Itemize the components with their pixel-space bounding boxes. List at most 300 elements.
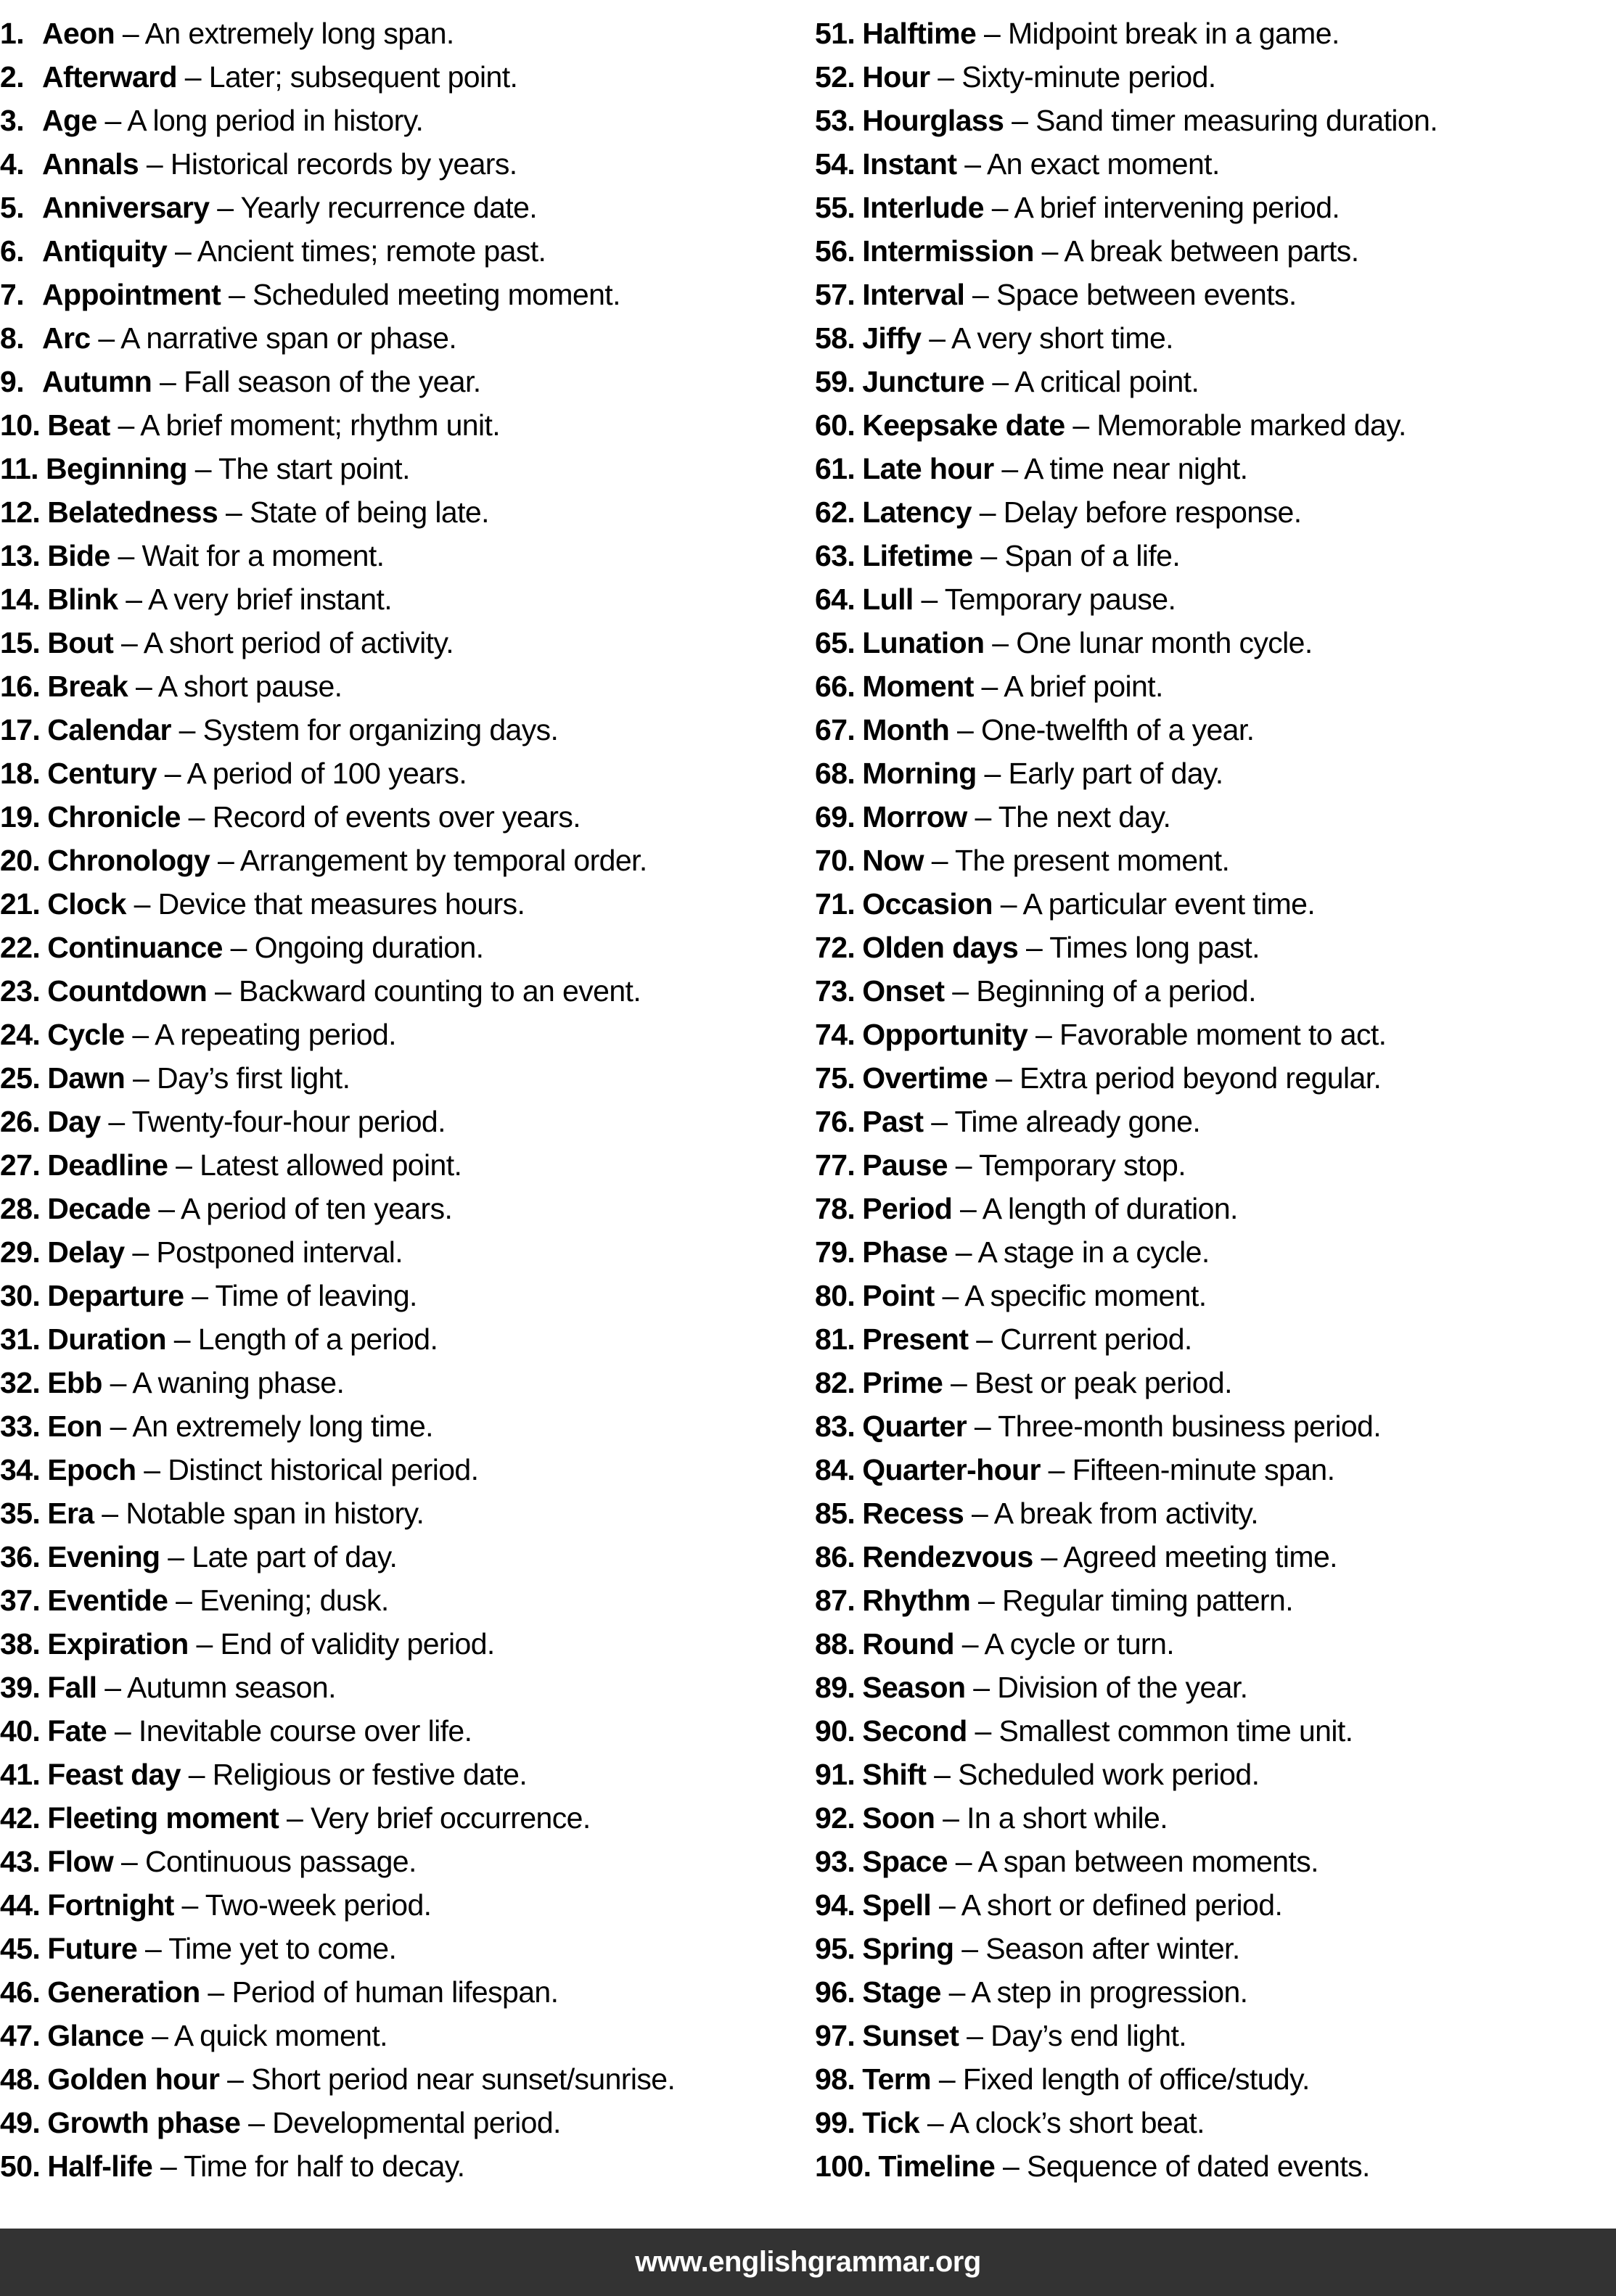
item-definition: Sand timer measuring duration. <box>1035 104 1438 137</box>
item-text <box>47 490 489 534</box>
item-text <box>47 2101 561 2144</box>
item-separator: – <box>976 17 1008 50</box>
item-term: Annals <box>42 147 139 181</box>
item-number: 50. <box>0 2149 41 2183</box>
item-separator: – <box>1028 1018 1059 1051</box>
item-term: Rendezvous <box>862 1540 1033 1573</box>
item-text <box>862 1840 1318 1883</box>
item-definition: A very brief instant. <box>147 583 393 616</box>
item-definition: Record of events over years. <box>212 800 581 834</box>
item-separator: – <box>144 2019 174 2052</box>
item-number: 99. <box>815 2106 856 2139</box>
item-text <box>862 1274 1206 1317</box>
item-separator: – <box>94 1497 126 1530</box>
list-item <box>815 926 1616 969</box>
item-term: Evening <box>47 1540 160 1573</box>
item-term: Occasion <box>862 887 993 921</box>
item-separator: – <box>124 1235 157 1269</box>
item-separator: – <box>952 1192 983 1225</box>
list-item <box>0 1753 815 1796</box>
list-item <box>815 2144 1616 2188</box>
item-definition: Religious or festive date. <box>212 1758 528 1791</box>
item-separator: – <box>954 1627 985 1661</box>
list-item <box>815 1491 1616 1535</box>
item-separator: – <box>919 2106 950 2139</box>
item-definition: An exact moment. <box>986 147 1220 181</box>
item-definition: A quick moment. <box>173 2019 387 2052</box>
item-number: 92. <box>815 1801 856 1835</box>
item-number: 75. <box>815 1061 856 1095</box>
list-item <box>815 795 1616 839</box>
list-item <box>0 1404 815 1448</box>
item-term: Beginning <box>45 452 187 485</box>
item-text <box>862 1883 1282 1927</box>
item-number: 45. <box>0 1932 41 1965</box>
item-definition: Span of a life. <box>1004 539 1181 572</box>
item-separator: – <box>967 1714 999 1748</box>
item-term: Phase <box>862 1235 948 1269</box>
item-separator: – <box>97 1671 127 1704</box>
item-separator: – <box>184 1279 216 1312</box>
item-text <box>47 621 454 664</box>
item-text <box>862 1753 1259 1796</box>
list-item <box>0 1013 815 1056</box>
item-separator: – <box>171 713 203 746</box>
item-text <box>47 1883 431 1927</box>
item-text <box>862 882 1315 926</box>
item-number: 23. <box>0 974 41 1008</box>
item-separator: – <box>102 1410 133 1443</box>
item-number: 1. <box>0 17 24 50</box>
item-text <box>47 1796 590 1840</box>
item-term: Appointment <box>42 278 221 311</box>
item-term: Morning <box>862 757 977 790</box>
item-term: Quarter <box>862 1410 967 1443</box>
item-number: 98. <box>815 2062 856 2096</box>
item-number: 57. <box>815 278 856 311</box>
item-separator: – <box>168 1148 200 1182</box>
item-text <box>47 664 342 708</box>
item-separator: – <box>988 1061 1020 1095</box>
item-text <box>47 882 525 926</box>
list-item <box>0 273 815 316</box>
item-number: 80. <box>815 1279 856 1312</box>
item-definition: Later; subsequent point. <box>208 60 518 94</box>
list-item <box>0 1230 815 1274</box>
item-definition: Scheduled work period. <box>958 1758 1260 1791</box>
list-item <box>0 2101 815 2144</box>
item-term: Month <box>862 713 950 746</box>
item-definition: Period of human lifespan. <box>231 1975 559 2009</box>
item-definition: An extremely long span. <box>144 17 454 50</box>
item-separator: – <box>931 2062 963 2096</box>
item-number: 49. <box>0 2106 41 2139</box>
item-definition: Fixed length of office/study. <box>962 2062 1310 2096</box>
item-definition: Times long past. <box>1049 931 1260 964</box>
list-item <box>815 1883 1616 1927</box>
item-number: 89. <box>815 1671 856 1704</box>
item-number: 8. <box>0 321 24 355</box>
list-item <box>815 186 1616 229</box>
item-number: 93. <box>815 1845 856 1878</box>
list-item <box>815 1535 1616 1579</box>
item-separator: – <box>240 2106 273 2139</box>
list-item <box>0 99 815 142</box>
item-term: Timeline <box>878 2149 996 2183</box>
item-term: Deadline <box>47 1148 168 1182</box>
item-term: Space <box>862 1845 948 1878</box>
item-number: 62. <box>815 495 856 529</box>
item-number: 37. <box>0 1584 41 1617</box>
list-item <box>815 1840 1616 1883</box>
item-definition: Delay before response. <box>1003 495 1302 529</box>
list-item <box>0 926 815 969</box>
item-separator: – <box>913 583 945 616</box>
item-term: Juncture <box>862 365 985 398</box>
item-number: 41. <box>0 1758 41 1791</box>
item-definition: Autumn season. <box>126 1671 336 1704</box>
item-term: Century <box>47 757 157 790</box>
item-definition: Sixty-minute period. <box>961 60 1216 94</box>
item-separator: – <box>168 1584 200 1617</box>
item-term: Prime <box>862 1366 943 1399</box>
item-number: 70. <box>815 844 856 877</box>
item-number: 31. <box>0 1322 41 1356</box>
item-separator: – <box>160 1540 192 1573</box>
item-term: Interval <box>862 278 965 311</box>
list-item <box>815 1448 1616 1491</box>
item-definition: A period of 100 years. <box>186 757 467 790</box>
item-definition: End of validity period. <box>220 1627 495 1661</box>
item-separator: – <box>221 278 253 311</box>
item-separator: – <box>156 757 187 790</box>
item-separator: – <box>967 800 998 834</box>
item-definition: Agreed meeting time. <box>1063 1540 1337 1573</box>
item-number: 58. <box>815 321 856 355</box>
list-item <box>0 2014 815 2057</box>
list-item <box>815 403 1616 447</box>
item-number: 39. <box>0 1671 41 1704</box>
item-term: Epoch <box>47 1453 136 1486</box>
item-number: 28. <box>0 1192 41 1225</box>
item-term: Morrow <box>862 800 967 834</box>
list-item <box>815 1143 1616 1187</box>
item-definition: Yearly recurrence date. <box>240 191 538 224</box>
item-text <box>862 577 1176 621</box>
item-definition: Memorable marked day. <box>1096 408 1406 442</box>
item-term: Period <box>862 1192 953 1225</box>
item-text <box>47 1361 344 1404</box>
item-separator: – <box>976 757 1009 790</box>
item-term: Expiration <box>47 1627 189 1661</box>
item-separator: – <box>949 713 981 746</box>
item-number: 97. <box>815 2019 856 2052</box>
item-text <box>47 1753 527 1796</box>
item-definition: Developmental period. <box>272 2106 561 2139</box>
item-definition: Fall season of the year. <box>184 365 481 398</box>
item-separator: – <box>967 1410 998 1443</box>
item-number: 60. <box>815 408 856 442</box>
item-term: Golden hour <box>47 2062 220 2096</box>
list-item <box>815 839 1616 882</box>
item-definition: A clock’s short beat. <box>949 2106 1205 2139</box>
item-separator: – <box>1033 1540 1064 1573</box>
item-text <box>42 273 620 316</box>
item-term: Moment <box>862 670 974 703</box>
item-definition: Season after winter. <box>985 1932 1240 1965</box>
list-item <box>0 577 815 621</box>
list-item <box>815 142 1616 186</box>
item-text <box>862 1579 1293 1622</box>
item-separator: – <box>173 1888 205 1922</box>
item-number: 34. <box>0 1453 41 1486</box>
item-definition: Twenty-four-hour period. <box>131 1105 446 1138</box>
item-definition: Distinct historical period. <box>168 1453 479 1486</box>
item-text <box>47 1448 478 1491</box>
list-item <box>0 795 815 839</box>
item-term: Overtime <box>862 1061 988 1095</box>
item-number: 26. <box>0 1105 41 1138</box>
list-item <box>815 1361 1616 1404</box>
item-text <box>47 403 500 447</box>
item-term: Bide <box>47 539 110 572</box>
list-item <box>815 1187 1616 1230</box>
item-term: Fleeting moment <box>47 1801 279 1835</box>
item-definition: Two-week period. <box>205 1888 432 1922</box>
item-definition: Division of the year. <box>997 1671 1248 1704</box>
item-number: 40. <box>0 1714 41 1748</box>
item-term: Soon <box>862 1801 935 1835</box>
item-term: Chronicle <box>47 800 181 834</box>
item-term: Bout <box>47 626 114 659</box>
item-text <box>862 2057 1310 2101</box>
item-definition: Very brief occurrence. <box>311 1801 591 1835</box>
item-text <box>862 1361 1232 1404</box>
item-separator: – <box>948 1845 978 1878</box>
item-text <box>862 969 1256 1013</box>
item-term: Tick <box>862 2106 920 2139</box>
item-definition: A particular event time. <box>1022 887 1316 921</box>
item-separator: – <box>984 626 1017 659</box>
item-number: 32. <box>0 1366 41 1399</box>
item-number: 81. <box>815 1322 856 1356</box>
item-term: Onset <box>862 974 945 1008</box>
item-text <box>862 621 1312 664</box>
item-separator: – <box>188 1627 221 1661</box>
item-term: Shift <box>862 1758 927 1791</box>
item-definition: A narrative span or phase. <box>120 321 457 355</box>
item-number: 4. <box>0 147 24 181</box>
list-item <box>815 621 1616 664</box>
item-text <box>42 186 537 229</box>
item-number: 51. <box>815 17 856 50</box>
item-text <box>47 1709 472 1753</box>
item-text <box>862 1448 1334 1491</box>
item-definition: Extra period beyond regular. <box>1019 1061 1382 1095</box>
item-term: Olden days <box>862 931 1019 964</box>
item-definition: A span between moments. <box>977 1845 1318 1878</box>
item-text <box>862 1187 1238 1230</box>
item-term: Aeon <box>42 17 115 50</box>
item-separator: – <box>167 234 197 268</box>
item-term: Halftime <box>862 17 977 50</box>
item-number: 11. <box>0 452 38 485</box>
item-separator: – <box>125 1061 157 1095</box>
item-text <box>862 1143 1186 1187</box>
item-text <box>862 795 1170 839</box>
list-item <box>815 969 1616 1013</box>
item-definition: A stage in a cycle. <box>977 1235 1210 1269</box>
item-text <box>862 447 1247 490</box>
item-definition: Space between events. <box>996 278 1297 311</box>
item-text <box>42 12 454 55</box>
list-item <box>0 1579 815 1622</box>
item-separator: – <box>1065 408 1097 442</box>
list-item <box>815 1274 1616 1317</box>
item-number: 27. <box>0 1148 41 1182</box>
item-term: Blink <box>47 583 118 616</box>
item-separator: – <box>948 1235 978 1269</box>
item-definition: Postponed interval. <box>156 1235 403 1269</box>
list-item <box>815 1013 1616 1056</box>
list-item <box>0 12 815 55</box>
item-separator: – <box>136 1453 168 1486</box>
item-text <box>862 1622 1174 1666</box>
item-text <box>862 360 1199 403</box>
item-definition: Arrangement by temporal order. <box>239 844 647 877</box>
item-number: 47. <box>0 2019 41 2052</box>
item-definition: Continuous passage. <box>144 1845 417 1878</box>
item-definition: A brief intervening period. <box>1014 191 1340 224</box>
item-separator: – <box>948 1148 980 1182</box>
item-term: Lunation <box>862 626 985 659</box>
item-text <box>47 1317 438 1361</box>
item-separator: – <box>935 1801 967 1835</box>
item-number: 18. <box>0 757 41 790</box>
list-item <box>0 360 815 403</box>
item-text <box>47 1970 558 2014</box>
item-text <box>862 229 1358 273</box>
item-separator: – <box>931 1888 961 1922</box>
item-number: 61. <box>815 452 856 485</box>
list-item <box>815 882 1616 926</box>
item-separator: – <box>1004 104 1036 137</box>
item-number: 94. <box>815 1888 856 1922</box>
item-definition: A short period of activity. <box>143 626 454 659</box>
item-number: 59. <box>815 365 856 398</box>
item-number: 78. <box>815 1192 856 1225</box>
item-separator: – <box>279 1801 311 1835</box>
item-number: 96. <box>815 1975 856 2009</box>
item-term: Recess <box>862 1497 964 1530</box>
item-definition: State of being late. <box>249 495 489 529</box>
item-number: 74. <box>815 1018 856 1051</box>
item-term: Age <box>42 104 97 137</box>
item-text <box>42 316 456 360</box>
item-definition: System for organizing days. <box>202 713 559 746</box>
item-definition: The next day. <box>998 800 1171 834</box>
list-item <box>815 2101 1616 2144</box>
item-separator: – <box>118 583 148 616</box>
list-item <box>0 708 815 752</box>
item-number: 82. <box>815 1366 856 1399</box>
item-definition: A step in progression. <box>971 1975 1248 2009</box>
item-definition: A repeating period. <box>155 1018 396 1051</box>
item-text <box>47 2014 387 2057</box>
item-text <box>47 969 641 1013</box>
item-number: 6. <box>0 234 24 268</box>
item-term: Belatedness <box>47 495 218 529</box>
item-term: Flow <box>47 1845 114 1878</box>
item-number: 95. <box>815 1932 856 1965</box>
item-text <box>47 1622 494 1666</box>
item-separator: – <box>970 1584 1003 1617</box>
item-separator: – <box>1033 234 1065 268</box>
item-text <box>47 795 581 839</box>
item-number: 7. <box>0 278 24 311</box>
item-number: 17. <box>0 713 41 746</box>
item-definition: One lunar month cycle. <box>1016 626 1313 659</box>
item-number: 85. <box>815 1497 856 1530</box>
item-separator: – <box>102 1366 133 1399</box>
item-separator: – <box>218 495 250 529</box>
item-text <box>46 447 410 490</box>
item-definition: Smallest common time unit. <box>998 1714 1353 1748</box>
item-text <box>47 1927 396 1970</box>
item-number: 66. <box>815 670 856 703</box>
item-number: 5. <box>0 191 24 224</box>
list-item <box>0 2144 815 2188</box>
item-term: Departure <box>47 1279 184 1312</box>
item-number: 14. <box>0 583 41 616</box>
item-text <box>47 1840 417 1883</box>
item-separator: – <box>944 974 977 1008</box>
item-text <box>862 1709 1353 1753</box>
list-item <box>0 1840 815 1883</box>
list-item <box>815 1230 1616 1274</box>
list-item <box>0 1535 815 1579</box>
list-item <box>815 534 1616 577</box>
item-separator: – <box>137 1932 169 1965</box>
item-separator: – <box>964 1497 994 1530</box>
item-term: Break <box>47 670 128 703</box>
footer-bar <box>0 2229 1616 2296</box>
item-term: Antiquity <box>42 234 168 268</box>
item-term: Interlude <box>862 191 984 224</box>
item-term: Eon <box>47 1410 102 1443</box>
item-text <box>862 839 1229 882</box>
list-item <box>815 664 1616 708</box>
item-term: Eventide <box>47 1584 168 1617</box>
item-text <box>862 1491 1258 1535</box>
item-term: Afterward <box>42 60 177 94</box>
item-term: Jiffy <box>862 321 922 355</box>
item-number: 12. <box>0 495 41 529</box>
list-item <box>815 752 1616 795</box>
item-number: 44. <box>0 1888 41 1922</box>
item-definition: Temporary pause. <box>944 583 1176 616</box>
item-separator: – <box>968 1322 1001 1356</box>
item-definition: A long period in history. <box>127 104 424 137</box>
item-definition: Time of leaving. <box>215 1279 417 1312</box>
item-definition: A very short time. <box>951 321 1173 355</box>
list-item <box>0 186 815 229</box>
list-item <box>815 1056 1616 1100</box>
list-item <box>0 1317 815 1361</box>
list-item <box>815 360 1616 403</box>
item-separator: – <box>983 191 1014 224</box>
item-separator: – <box>200 1975 232 2009</box>
